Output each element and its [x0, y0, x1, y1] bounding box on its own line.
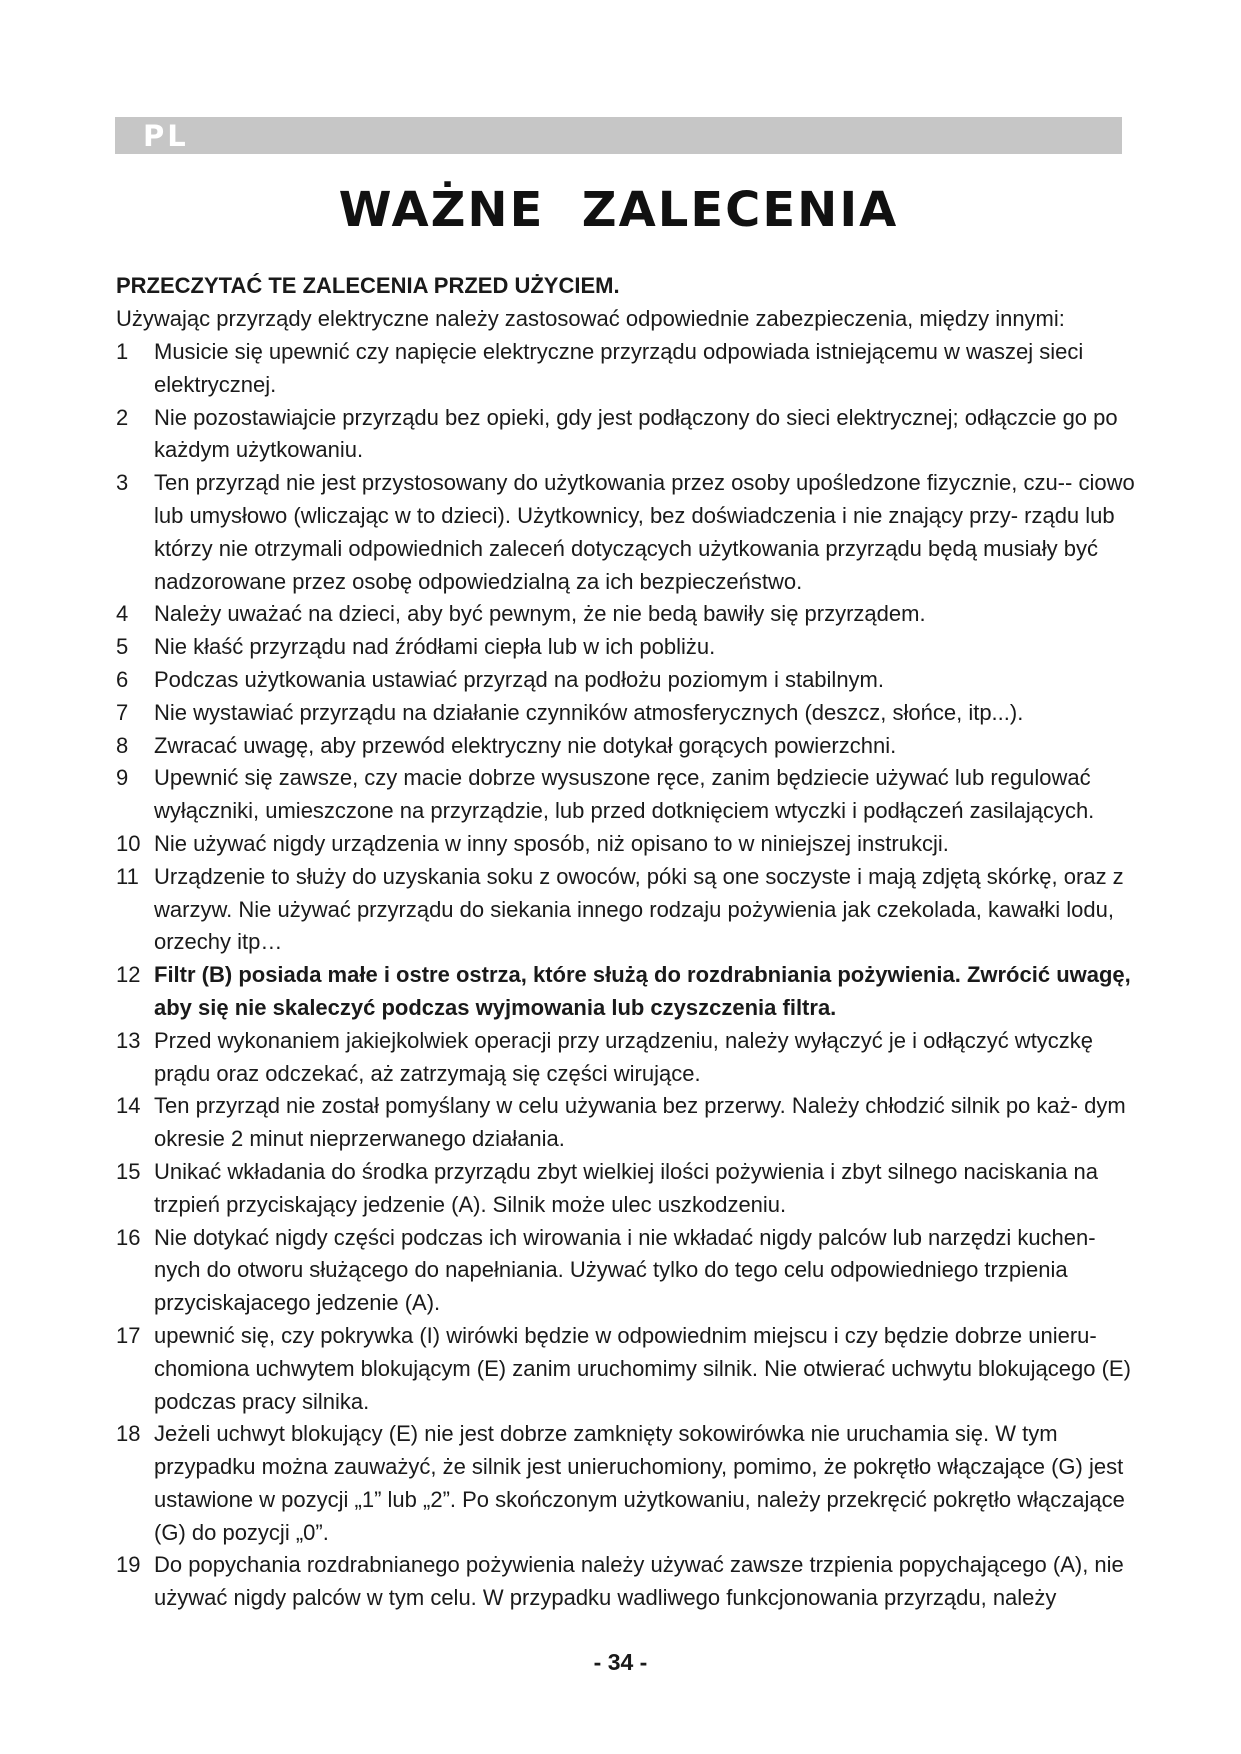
item-text: Ten przyrząd nie jest przystosowany do użytkowania przez osoby upośledzone fizycznie, czu-- ciowo lub umysłowo (wliczając w to dzieci). Użytkownicy, bez doświadczenia i nie znający przy- rządu lub którzy nie otrzymali odpowiednich zaleceń dotyczących użytkowania przyrządu będą musiały być nadzorowane przez osobę odpowiedzialną za ich bezpieczeństwo. — [154, 470, 1135, 594]
language-bar — [115, 117, 1122, 154]
item-text: Ten przyrząd nie został pomyślany w celu używania bez przerwy. Należy chłodzić silnik po każ- dym okresie 2 minut nieprzerwanego działania. — [154, 1093, 1126, 1152]
item-number: 4 — [116, 601, 129, 627]
item-number: 12 — [116, 962, 141, 988]
list-item — [116, 1156, 1136, 1222]
item-text: Nie kłaść przyrządu nad źródłami ciepła lub w ich pobliżu. — [154, 634, 716, 660]
item-text: Unikać wkładania do środka przyrządu zbyt wielkiej ilości pożywienia i zbyt silnego naciskania na trzpień przyciskający jedzenie (A). Silnik może ulec uszkodzeniu. — [154, 1158, 1099, 1217]
list-item — [116, 598, 1136, 631]
item-text: Musicie się upewnić czy napięcie elektryczne przyrządu odpowiada istniejącemu w waszej sieci elektrycznej. — [154, 339, 1084, 397]
item-text: Należy uważać na dzieci, aby być pewnym, że nie bedą bawiły się przyrządem. — [154, 601, 926, 627]
item-text: Upewnić się zawsze, czy macie dobrze wysuszone ręce, zanim będziecie używać lub regulować wyłączniki, umieszczone na przyrządzie, lub przed dotknięciem wtyczki i podłączeń zasilających. — [154, 765, 1095, 824]
item-text: Jeżeli uchwyt blokujący (E) nie jest dobrze zamknięty sokowirówka nie uruchamia się. W tym przypadku można zauważyć, że silnik jest unieruchomiony, pomimo, że pokrętło włączające (G) jest ustawione w pozycji „1” lub „2”. Po skończonym użytkowaniu, należy przekręcić pokrętło włączające (G) do pozycji „0”. — [154, 1421, 1125, 1545]
list-item — [116, 1320, 1136, 1418]
item-text: Urządzenie to służy do uzyskania soku z owoców, póki są one soczyste i mają zdjętą skórkę, oraz z warzyw. Nie używać przyrządu do siekania innego rodzaju pożywienia jak czekolada, kawałki lodu, orzechy itp… — [154, 863, 1124, 955]
list-item — [116, 828, 1136, 861]
item-text: Podczas użytkowania ustawiać przyrząd na podłożu poziomym i stabilnym. — [154, 666, 884, 692]
page-number: - 34 - — [593, 1649, 648, 1675]
item-text: Nie dotykać nigdy części podczas ich wirowania i nie wkładać nigdy palców lub narzędzi kuchen- nych do otworu służącego do napełniania. Używać tylko do tego celu odpowiedniego trzpienia przyciskajacego jedzenie (A). — [154, 1224, 1096, 1316]
item-number: 2 — [116, 404, 129, 430]
item-text: Przed wykonaniem jakiejkolwiek operacji przy urządzeniu, należy wyłączyć je i odłączyć wtyczkę prądu oraz odczekać, aż zatrzymają się części wirujące. — [154, 1027, 1094, 1086]
item-text: upewnić się, czy pokrywka (I) wirówki będzie w odpowiednim miejscu i czy będzie dobrze unieru- chomiona uchwytem blokującym (E) zanim uruchomimy silnik. Nie otwierać uchwytu blokującego (E) podczas pracy silnika. — [154, 1322, 1131, 1414]
list-item — [116, 1549, 1136, 1615]
list-item — [116, 1025, 1136, 1091]
item-number: 6 — [116, 666, 129, 692]
item-text: Zwracać uwagę, aby przewód elektryczny nie dotykał gorących powierzchni. — [154, 732, 897, 758]
list-item — [116, 959, 1136, 1025]
intro-text: Używając przyrządy elektryczne należy zastosować odpowiednie zabezpieczenia, między innymi: — [116, 306, 1065, 331]
list-item — [116, 336, 1136, 402]
list-item — [116, 762, 1136, 828]
item-number: 5 — [116, 634, 129, 660]
list-item — [116, 1222, 1136, 1320]
list-item — [116, 402, 1136, 468]
item-text: Nie pozostawiajcie przyrządu bez opieki, gdy jest podłączony do sieci elektrycznej; odłączcie go po każdym użytkowaniu. — [154, 404, 1118, 463]
item-number: 11 — [116, 863, 139, 889]
item-text: Nie wystawiać przyrządu na działanie czynników atmosferycznych (deszcz, słońce, itp...). — [154, 699, 1024, 725]
item-number: 15 — [116, 1158, 141, 1184]
item-number: 9 — [116, 765, 129, 791]
item-text: Nie używać nigdy urządzenia w inny sposób, niż opisano to w niniejszej instrukcji. — [154, 830, 949, 856]
list-item — [116, 1090, 1136, 1156]
list-item — [116, 467, 1136, 598]
item-number: 19 — [116, 1552, 141, 1578]
list-item — [116, 730, 1136, 763]
item-number: 16 — [116, 1224, 141, 1250]
language-label: PL — [143, 119, 189, 153]
list-item — [116, 631, 1136, 664]
item-number: 8 — [116, 732, 129, 758]
list-item — [116, 697, 1136, 730]
recommendations-list — [116, 336, 1136, 1615]
list-item — [116, 1418, 1136, 1549]
item-text: Do popychania rozdrabnianego pożywienia należy używać zawsze trzpienia popychającego (A), nie używać nigdy palców w tym celu. W przypadku wadliwego funkcjonowania przyrządu, należy — [154, 1552, 1124, 1611]
section-subtitle: PRZECZYTAĆ TE ZALECENIA PRZED UŻYCIEM. — [116, 273, 620, 298]
item-number: 18 — [116, 1421, 141, 1447]
item-number: 10 — [116, 830, 141, 856]
item-number: 13 — [116, 1027, 141, 1053]
item-number: 17 — [116, 1322, 141, 1348]
item-number: 7 — [116, 699, 129, 725]
item-text: Filtr (B) posiada małe i ostre ostrza, które służą do rozdrabniania pożywienia. Zwrócić uwagę, aby się nie skaleczyć podczas wyjmowania lub czyszczenia filtra. — [154, 962, 1131, 1020]
page-title: WAŻNE ZALECENIA — [338, 182, 899, 238]
item-number: 3 — [116, 470, 129, 496]
item-number: 14 — [116, 1093, 141, 1119]
list-item — [116, 664, 1136, 697]
list-item — [116, 861, 1136, 959]
item-number: 1 — [116, 339, 129, 364]
